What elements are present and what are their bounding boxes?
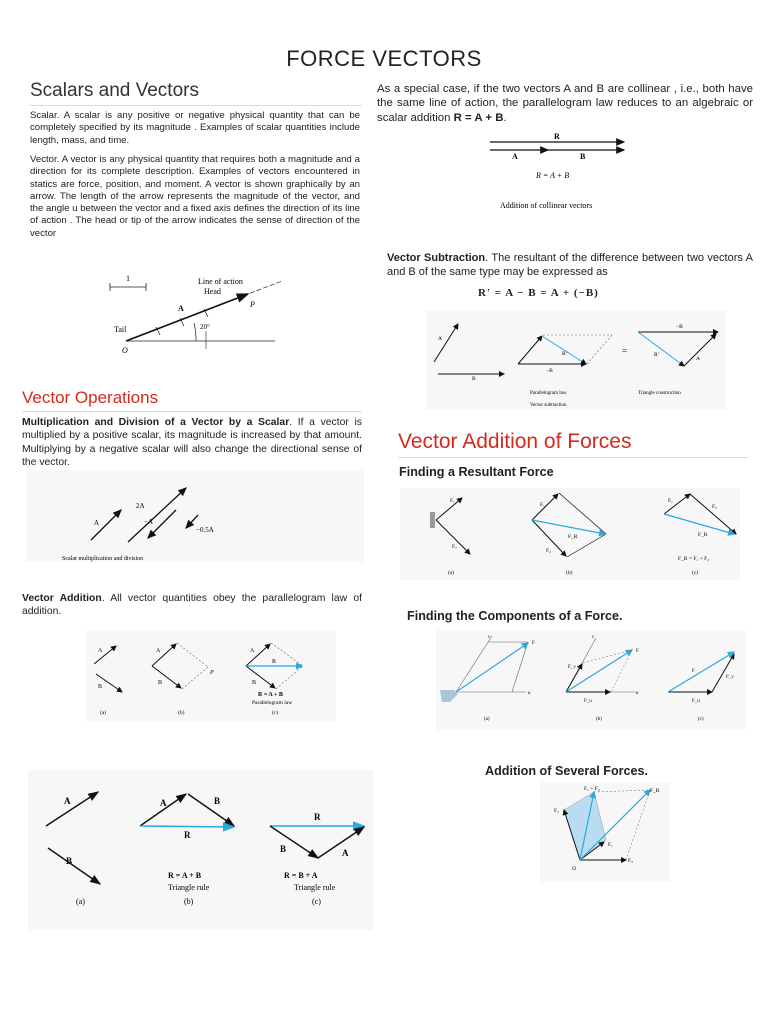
cap-c: (c) [312, 897, 321, 906]
b-label-c: B [280, 844, 287, 854]
origin-o-label: O [122, 346, 128, 355]
a-label: A [512, 152, 518, 161]
r-label-c: R [314, 812, 321, 822]
resultant-heading: Finding a Resultant Force [399, 465, 554, 479]
eq-b: R = A + B [168, 871, 202, 880]
b-label: B [580, 152, 586, 161]
f-label-a: F [532, 641, 535, 646]
cap-a: (a) [100, 710, 107, 716]
figure-caption: Vector subtraction [530, 403, 567, 408]
eq-c: R = B + A [284, 871, 318, 880]
eq-sign: = [622, 346, 628, 356]
a-label-tri: A [696, 356, 700, 362]
parallelogram-law-figure [86, 630, 336, 722]
r-label-b: R [184, 830, 191, 840]
head-label: Head [204, 287, 221, 296]
cap-c: (c) [698, 717, 704, 722]
neg-b-label-tri: −B [676, 324, 683, 330]
vector-addition-paragraph [22, 592, 362, 619]
multiplication-bold: Multiplication and Division of a Vector by a Scalar [22, 417, 290, 428]
a-label-b: A [160, 798, 167, 808]
subtraction-equation: R′ = A − B = A + (−B) [478, 287, 599, 299]
vector-anatomy-figure [100, 265, 290, 360]
multiplication-text: . If a vector is multiplied by a positive scalar, its magnitude is increased by that amount. Multiplying by a negative scalar will also change the directional sense of the vector. [22, 417, 362, 469]
fr-label: F_R [650, 788, 660, 794]
a-label-c: A [342, 848, 349, 858]
cap-a: (a) [448, 570, 455, 576]
eq-label: R = A + B [536, 171, 570, 180]
neg-b-label: −B [546, 368, 553, 374]
fr-label-c: F_R [698, 532, 708, 538]
multiplication-paragraph [22, 416, 362, 470]
law-label: Parallelogram law [252, 700, 293, 706]
fv-label-c: F_v [726, 675, 734, 680]
u-label-b: u [636, 691, 639, 696]
b-label-c: B [252, 680, 257, 686]
neg-a-label: −A [144, 518, 154, 526]
subtraction-paragraph [387, 251, 753, 280]
several-forces-heading: Addition of Several Forces. [485, 764, 649, 778]
unit-label: 1 [126, 274, 130, 283]
triangle-label: Triangle construction [638, 391, 681, 396]
tail-label: Tail [114, 325, 127, 334]
u-label-a: u [528, 691, 531, 696]
f1-label: F₁ [608, 842, 613, 848]
collinear-paragraph [377, 82, 753, 125]
fu-label-c: F_u [692, 699, 700, 704]
figure-caption: Addition of collinear vectors [500, 201, 593, 210]
b-label: B [98, 684, 103, 690]
vector-a-label: A [178, 304, 184, 313]
f-label-b: F [636, 649, 639, 654]
vector-operations-heading: Vector Operations [22, 388, 362, 412]
cap-a: (a) [484, 717, 490, 722]
cap-c: (c) [692, 570, 699, 576]
eq-c: F_R = F₁ + F₂ [678, 556, 710, 562]
collinear-vectors-figure [484, 128, 634, 218]
scalar-paragraph: Scalar. A scalar is any positive or negative physical quantity that can be completely specified by its magnitude . Examples of scalar quantities include length, mass, and time. [30, 110, 360, 146]
scalars-vectors-heading: Scalars and Vectors [30, 80, 362, 106]
vector-a-label: A [94, 519, 100, 527]
rule-c: Triangle rule [294, 883, 336, 892]
par-law-label: Parallelogram law [530, 391, 567, 396]
a-label-b: A [156, 648, 161, 654]
collinear-end: . [503, 111, 507, 124]
a-label: A [98, 648, 103, 654]
f2-label: F₂ [452, 544, 457, 550]
cap-b: (b) [566, 570, 573, 576]
r-label: R [272, 659, 277, 665]
neg-half-a-label: −0.5A [196, 526, 214, 534]
triangle-rule-figure [28, 770, 373, 930]
cap-c: (c) [272, 710, 279, 716]
two-a-label: 2A [136, 502, 145, 510]
cap-b: (b) [184, 897, 194, 906]
f2-label-c: F₂ [712, 504, 717, 510]
vector-addition-forces-heading: Vector Addition of Forces [398, 430, 748, 458]
scalar-multiplication-figure [26, 470, 364, 562]
a-label-c: A [250, 648, 255, 654]
resultant-force-figure [400, 488, 740, 580]
components-heading: Finding the Components of a Force. [407, 609, 623, 623]
a-label: A [438, 336, 442, 342]
f1-label-b: F₁ [540, 502, 545, 508]
r-label-tri: R′ [654, 352, 659, 358]
cap-a: (a) [76, 897, 85, 906]
collinear-equation: R = A + B [453, 111, 504, 124]
v-label-b: v [592, 635, 595, 640]
vector-paragraph: Vector. A vector is any physical quantity that requires both a magnitude and a direction for its complete description. Examples of vectors encountered in statics are force, position, and moment. A vector is shown graphically by an arrow. The length of the arrow represents the magnitude of the vector, and the angle u between the vector and a fixed axis defines the direction of its line of action . The head or tip of the arrow indicates the sense of direction of the vector [30, 154, 360, 239]
cap-b: (b) [596, 717, 602, 722]
p-label: P [210, 670, 214, 676]
collinear-text: As a special case, if the two vectors A and B are collinear , i.e., both have the same line of action, the parallelogram law reduces to an algebraic or scalar addition [377, 83, 753, 124]
rule-b: Triangle rule [168, 883, 210, 892]
fr-label-b: F_R [568, 534, 578, 540]
b-label: B [66, 856, 73, 866]
angle-label: 20° [200, 323, 210, 331]
f2-label-b: F₂ [546, 548, 551, 554]
several-forces-figure [540, 782, 670, 882]
addition-bold: Vector Addition [22, 593, 102, 604]
subtraction-text: . The resultant of the difference between two vectors A and B of the same type may be expressed as [387, 252, 753, 279]
fu-label-b: F_u [584, 699, 592, 704]
page-title: FORCE VECTORS [286, 46, 482, 71]
f1f2-label: F₁ + F₂ [584, 786, 600, 792]
a-label: A [64, 796, 71, 806]
fv-label-b: F_v [568, 665, 576, 670]
cap-b: (b) [178, 710, 185, 716]
point-p-label: P [250, 300, 255, 309]
f1-label-c: F₁ [668, 498, 673, 504]
f3-label: F₃ [628, 858, 633, 864]
figure-caption: Scalar multiplication and division [62, 556, 144, 562]
subtraction-bold: Vector Subtraction [387, 252, 486, 264]
o-label: O [572, 866, 576, 872]
b-label: B [472, 376, 476, 382]
f-label-c: F [692, 669, 695, 674]
b-label-b: B [214, 796, 221, 806]
addition-text: . All vector quantities obey the parallelogram law of addition. [22, 593, 362, 618]
force-components-figure [436, 630, 746, 730]
f2-label: F₂ [554, 808, 559, 814]
r-label: R [554, 132, 560, 141]
b-label-b: B [158, 680, 163, 686]
vector-subtraction-figure [426, 310, 726, 410]
eq-label: R = A + B [258, 692, 283, 698]
v-label-a: v [488, 635, 491, 640]
r-label: R′ [562, 351, 567, 357]
line-of-action-label: Line of action [198, 277, 243, 286]
f1-label: F₁ [450, 498, 455, 504]
